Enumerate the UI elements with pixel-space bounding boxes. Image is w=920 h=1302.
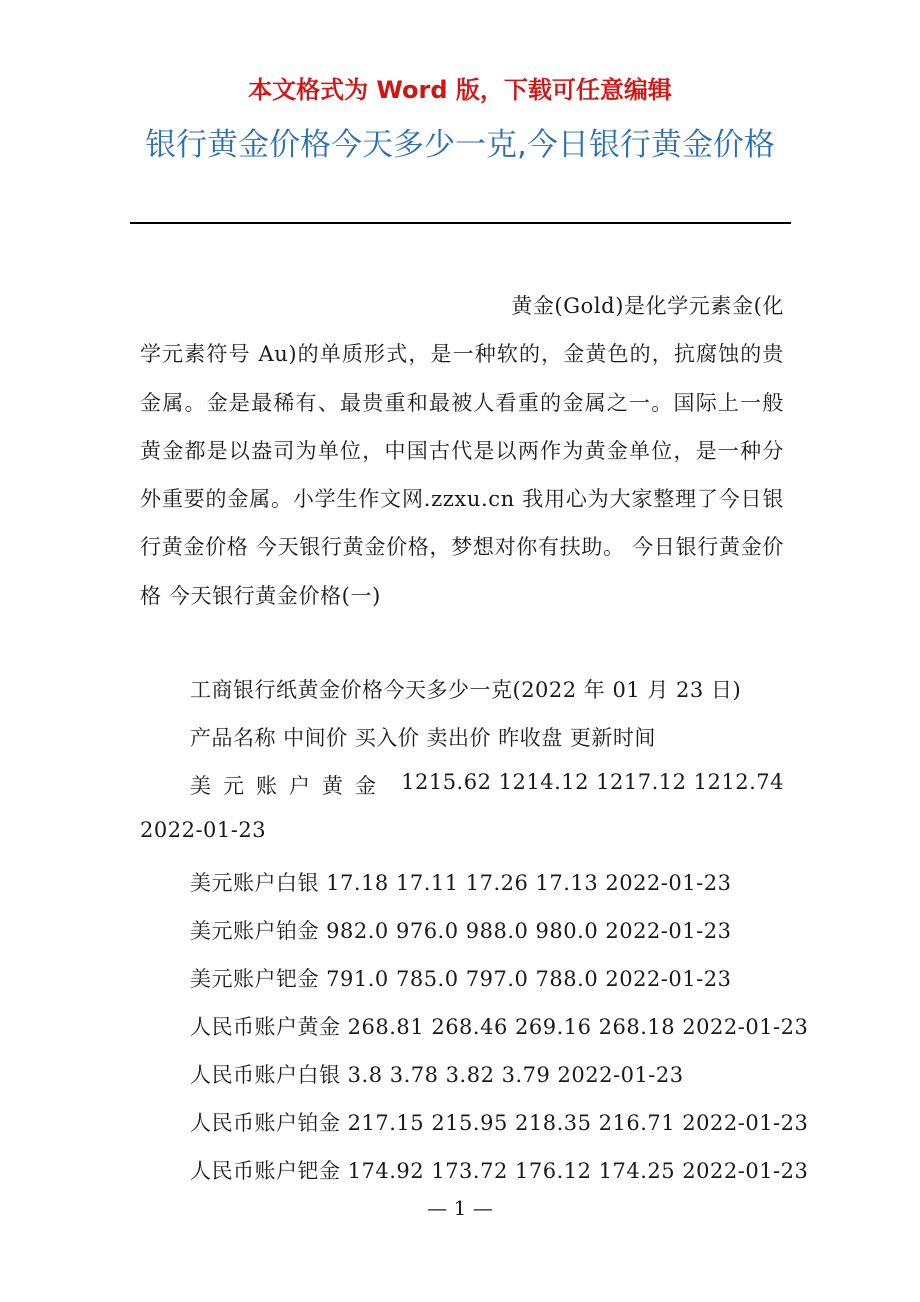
table-caption: 工商银行纸黄金价格今天多少一克(2022 年 01 月 23 日)	[190, 678, 742, 702]
table-row: 美元账户白银 17.18 17.11 17.26 17.13 2022-01-23	[190, 871, 732, 895]
intro-first-line: 黄金(Gold)是化学元素金(化	[511, 294, 784, 318]
table-row-usd-gold	[190, 770, 784, 800]
row-date: 2022-01-23	[140, 818, 267, 842]
document-title: 银行黄金价格今天多少一克,今日银行黄金价格	[145, 127, 775, 163]
table-row: 美元账户钯金 791.0 785.0 797.0 788.0 2022-01-23	[190, 967, 732, 991]
table-row: 人民币账户黄金 268.81 268.46 269.16 268.18 2022-01-23	[190, 1015, 809, 1039]
page-number: — 1 —	[427, 1196, 493, 1220]
table-row: 人民币账户铂金 217.15 215.95 218.35 216.71 2022-01-23	[190, 1111, 809, 1135]
table-row: 美元账户铂金 982.0 976.0 988.0 980.0 2022-01-23	[190, 919, 732, 943]
intro-body: 学元素符号 Au)的单质形式，是一种软的，金黄色的，抗腐蚀的贵金属。金是最稀有、最贵重和最被人看重的金属之一。国际上一般黄金都是以盎司为单位，中国古代是以两作为黄金单位，是一种分外重要的金属。小学生作文网.zzxu.cn 我用心为大家整理了今日银行黄金价格 今天银行黄金价格，梦想对你有扶助。 今日银行黄金价格 今天银行黄金价格(一)	[140, 342, 784, 608]
table-row: 人民币账户钯金 174.92 173.72 176.12 174.25 2022-01-23	[190, 1159, 809, 1183]
table-header: 产品名称 中间价 买入价 卖出价 昨收盘 更新时间	[190, 726, 656, 750]
intro-paragraph	[140, 282, 784, 620]
row-values: 1215.62 1214.12 1217.12 1212.74	[401, 770, 784, 794]
format-notice: 本文格式为 Word 版，下载可任意编辑	[248, 76, 672, 104]
row-product-name: 美元账户黄金	[190, 774, 388, 798]
title-divider	[130, 222, 791, 224]
table-row: 人民币账户白银 3.8 3.78 3.82 3.79 2022-01-23	[190, 1063, 684, 1087]
